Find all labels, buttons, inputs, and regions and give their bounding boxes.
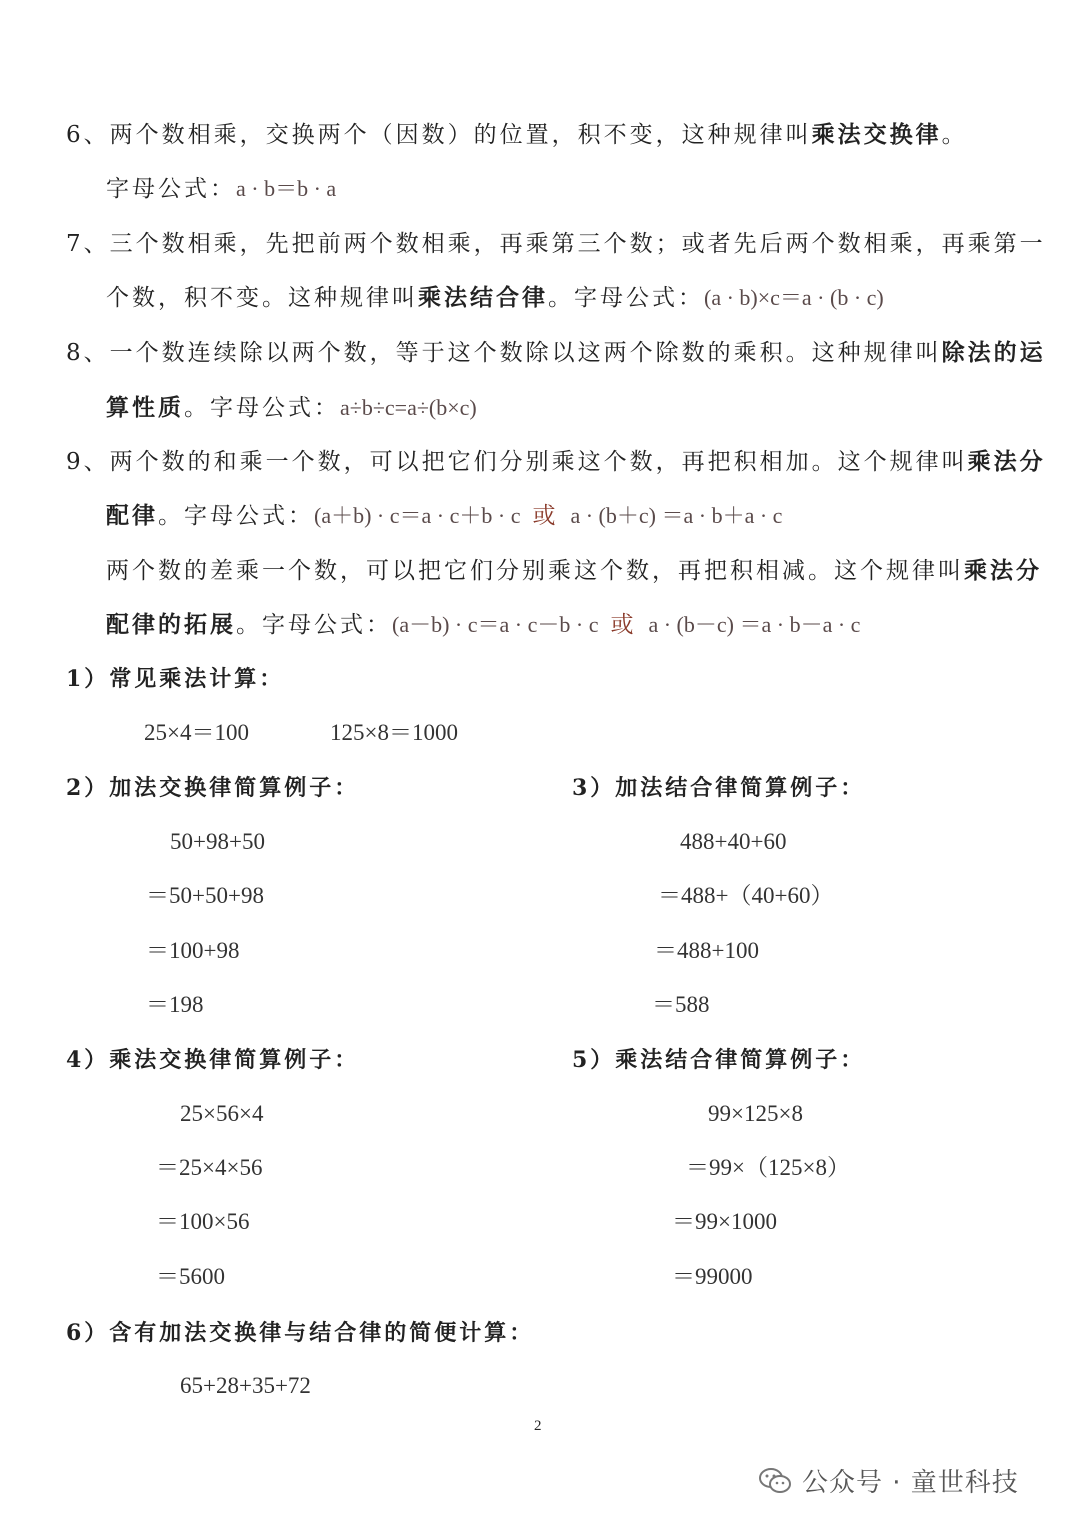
calc-step: ＝100+98 [146,938,240,963]
calc-step: ＝488+100 [654,938,759,963]
calc-step: ＝5600 [156,1264,225,1289]
section-heading: 1）常见乘法计算： [66,666,285,692]
formula: a · b＝b · a [236,176,337,201]
calc-step: 25×56×4 [180,1101,264,1126]
calc-step: ＝100×56 [156,1209,250,1234]
rule-text: 两个数相乘，交换两个（因数）的位置，积不变，这种规律叫 [109,122,812,148]
example: 25×4＝100 [144,720,249,745]
formula: (a－b) · c＝a · c－b · c [392,612,599,637]
calc-step: ＝99000 [672,1264,753,1289]
rule-7-line2: 个数，积不变。这种规律叫乘法结合律。字母公式：(a · b)×c＝a · (b · c) [106,284,884,311]
rule-name: 乘法分 [967,448,1046,475]
or-word: 或 [610,612,637,638]
rule-text: 三个数相乘，先把前两个数相乘，再乘第三个数；或者先后两个数相乘，再乘第一 [109,231,1046,257]
rule-9-line3: 两个数的差乘一个数，可以把它们分别乘这个数，再把积相减。这个规律叫乘法分 [106,557,1042,584]
calc-step: 488+40+60 [680,829,787,854]
calc-step: ＝50+50+98 [146,883,264,908]
section-heading: 6）含有加法交换律与结合律的简便计算： [66,1320,535,1346]
wechat-icon [758,1467,792,1495]
watermark [758,1462,1019,1499]
formula: a · (b＋c) ＝a · b＋a · c [570,503,783,528]
formula: a÷b÷c=a÷(b×c) [340,395,477,420]
rule-name: 除法的运 [941,339,1046,366]
rule-text: 两个数的和乘一个数，可以把它们分别乘这个数，再把积相加。这个规律叫 [109,449,968,475]
or-word: 或 [532,503,559,529]
rule-number: 6、 [66,122,110,148]
calc-step: ＝99×（125×8） [686,1155,850,1180]
rule-8-line2: 算性质。字母公式：a÷b÷c=a÷(b×c) [106,394,477,421]
section-heading: 2）加法交换律简算例子： [66,775,360,801]
rule-number: 9、 [66,449,110,475]
calc-step: ＝588 [652,992,710,1017]
rule-9-line2: 配律。字母公式：(a＋b) · c＝a · c＋b · c 或 a · (b＋c) ＝a · b＋a · c [106,502,783,529]
formula: a · (b－c) ＝a · b－a · c [648,612,861,637]
example: 125×8＝1000 [330,720,458,745]
section-heading: 3）加法结合律简算例子： [572,775,866,801]
rule-9-line4: 配律的拓展。字母公式：(a－b) · c＝a · c－b · c 或 a · (b－c) ＝a · b－a · c [106,611,861,638]
calc-step: ＝198 [146,992,204,1017]
calc-step: 65+28+35+72 [180,1373,311,1398]
calc-step: ＝99×1000 [672,1209,777,1234]
calc-step: ＝25×4×56 [156,1155,263,1180]
calc-step: ＝488+（40+60） [658,883,834,908]
rule-6: 6、两个数相乘，交换两个（因数）的位置，积不变，这种规律叫乘法交换律。 [66,121,968,148]
calc-step: 99×125×8 [708,1101,803,1126]
section-heading: 5）乘法结合律简算例子： [572,1047,866,1073]
rule-name: 乘法结合律 [418,284,548,311]
formula: (a · b)×c＝a · (b · c) [704,285,884,310]
page-number: 2 [534,1418,542,1434]
rule-name: 乘法交换律 [811,121,942,148]
rule-8 [66,338,1046,368]
rule-number: 8、 [66,340,110,366]
rule-number: 7、 [66,231,110,257]
section-heading: 4）乘法交换律简算例子： [66,1047,360,1073]
rule-7 [66,229,1046,259]
rule-text: 一个数连续除以两个数，等于这个数除以这两个除数的乘积。这种规律叫 [109,340,942,366]
formula: (a＋b) · c＝a · c＋b · c [314,503,521,528]
watermark-text: 公众号 · 童世科技 [802,1468,1019,1498]
rule-6-formula: 字母公式：a · b＝b · a [106,176,337,202]
rule-9 [66,447,1046,477]
calc-step: 50+98+50 [170,829,265,854]
